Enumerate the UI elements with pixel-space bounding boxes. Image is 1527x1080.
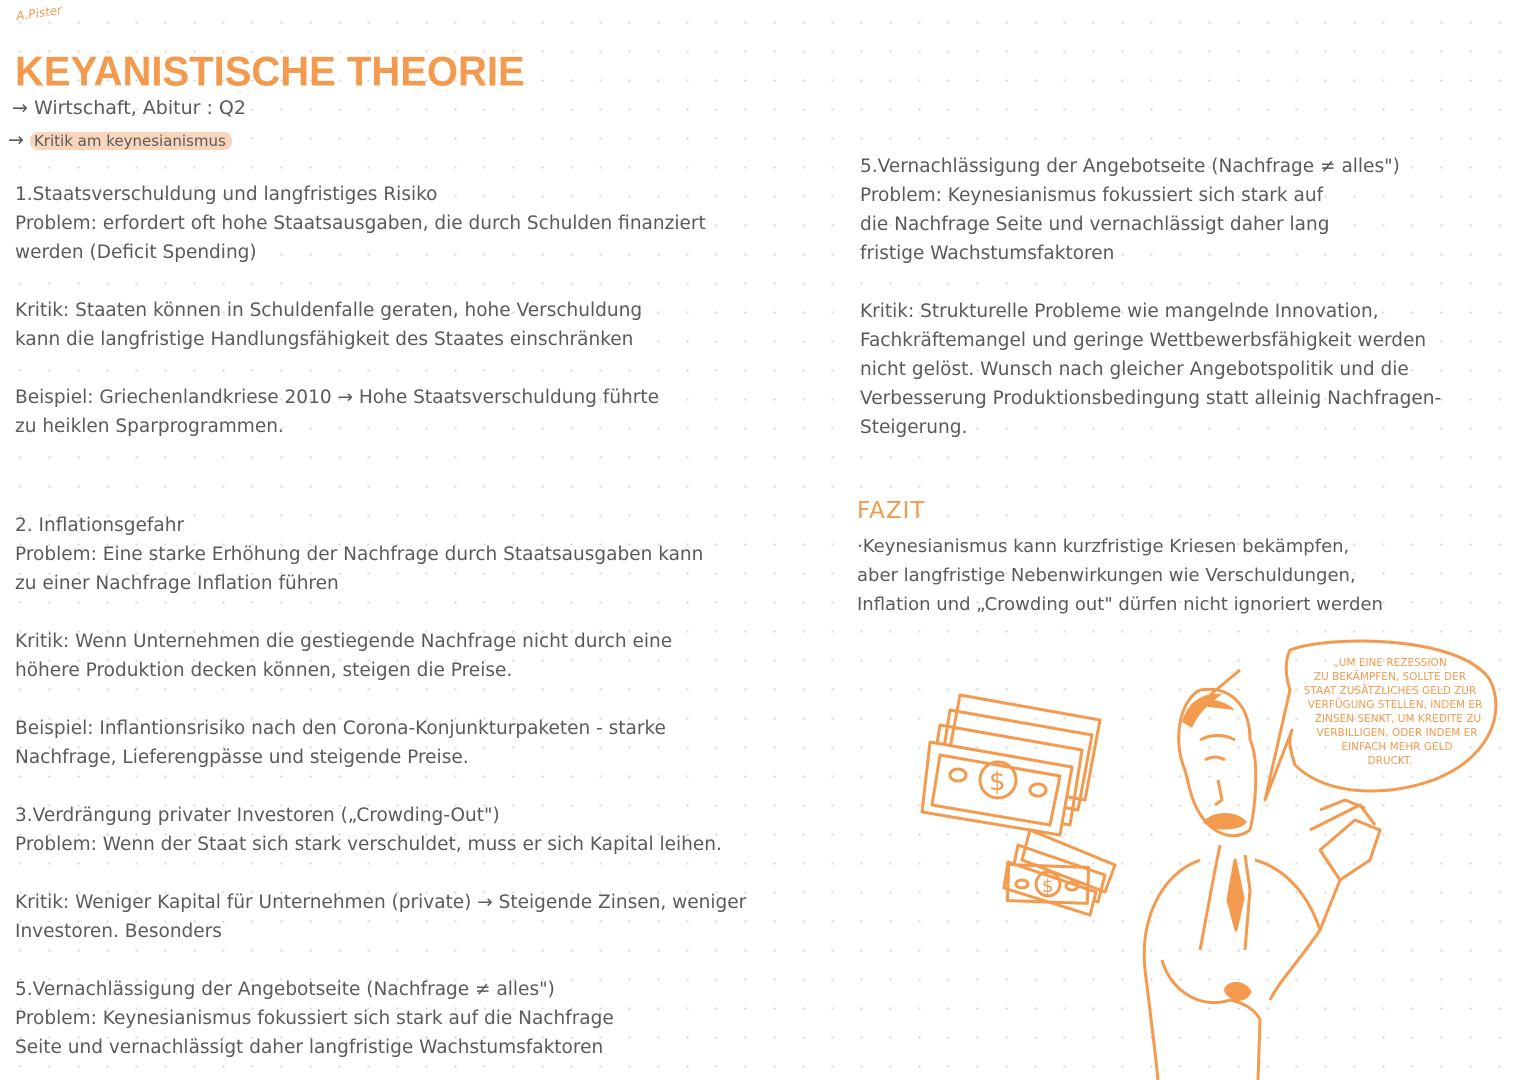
fazit-line: Inflation und „Crowding out" dürfen nicht ignoriert werden: [857, 594, 1383, 615]
problem-line: Problem: erfordert oft hohe Staatsausgaben, die durch Schulden finanziert: [15, 213, 706, 234]
topic-highlight: Kritik am keynesianismus: [30, 132, 232, 150]
problem-line: die Nachfrage Seite und vernachlässigt daher lang: [860, 214, 1330, 235]
kritik-line: nicht gelöst. Wunsch nach gleicher Angebotspolitik und die: [860, 359, 1409, 380]
author-signature: A.Pister: [15, 2, 63, 24]
problem-line: zu einer Nachfrage Inflation führen: [15, 573, 339, 594]
keynes-illustration: [900, 630, 1527, 1080]
quote-line: VERFÜGUNG STELLEN, INDEM ER: [1307, 699, 1483, 711]
beispiel-line: Beispiel: Inflantionsrisiko nach den Corona-Konjunkturpaketen - starke: [15, 718, 666, 739]
page-title: KEYANISTISCHE THEORIE: [15, 48, 525, 96]
quote-line: ZU BEKÄMPFEN, SOLLTE DER: [1313, 671, 1467, 683]
kritik-line: Kritik: Wenn Unternehmen die gestiegende Nachfrage nicht durch eine: [15, 631, 673, 652]
problem-line: Seite und vernachlässigt daher langfristige Wachstumsfaktoren: [15, 1037, 604, 1058]
section-heading: 2. Inflationsgefahr: [15, 515, 185, 536]
subtitle: Wirtschaft, Abitur : Q2: [33, 97, 246, 119]
fazit-heading: FAZIT: [857, 498, 926, 524]
speech-bubble-text: [1304, 657, 1483, 767]
left-column: [15, 180, 835, 1062]
quote-line: STAAT ZUSÄTZLICHES GELD ZUR: [1303, 685, 1477, 697]
money-stack-icon: [922, 695, 1100, 835]
beispiel-line: zu heiklen Sparprogrammen.: [15, 416, 284, 437]
quote-line: VERBILLIGEN, ODER INDEM ER: [1316, 727, 1478, 739]
problem-line: Problem: Keynesianismus fokussiert sich stark auf die Nachfrage: [15, 1008, 614, 1029]
quote-line: EINFACH MEHR GELD: [1341, 741, 1453, 753]
beispiel-line: Beispiel: Griechenlandkriese 2010 → Hohe Staatsverschuldung führte: [15, 387, 660, 408]
problem-line: Problem: Wenn der Staat sich stark verschuldet, muss er sich Kapital leihen.: [15, 834, 722, 855]
quote-line: DRUCKT.: [1367, 755, 1413, 767]
beispiel-line: Nachfrage, Lieferengpässe und steigende Preise.: [15, 747, 469, 768]
svg-text:$: $: [1042, 876, 1054, 897]
quote-line: ZINSEN SENKT, UM KREDITE ZU: [1314, 713, 1482, 725]
kritik-line: höhere Produktion decken können, steigen die Preise.: [15, 660, 513, 681]
quote-line: „UM EINE REZESSION: [1333, 657, 1447, 669]
money-small-icon: [1004, 830, 1115, 915]
problem-line: Problem: Eine starke Erhöhung der Nachfrage durch Staatsausgaben kann: [15, 544, 704, 565]
fazit-line: aber langfristige Nebenwirkungen wie Verschuldungen,: [857, 565, 1356, 586]
arrow-icon: →: [8, 129, 24, 151]
problem-line: fristige Wachstumsfaktoren: [860, 243, 1115, 264]
section-heading: 5.Vernachlässigung der Angebotseite (Nachfrage ≠ alles"): [860, 156, 1400, 177]
problem-line: Problem: Keynesianismus fokussiert sich stark auf: [860, 185, 1324, 206]
svg-text:$: $: [989, 767, 1006, 797]
kritik-line: Steigerung.: [860, 417, 968, 438]
fazit-text: [857, 532, 1522, 619]
kritik-line: Verbesserung Produktionsbedingung statt alleinig Nachfragen-: [860, 388, 1442, 409]
kritik-line: kann die langfristige Handlungsfähigkeit des Staates einschränken: [15, 329, 634, 350]
section-heading: 1.Staatsverschuldung und langfristiges Risiko: [15, 184, 438, 205]
kritik-line: Kritik: Weniger Kapital für Unternehmen (private) → Steigende Zinsen, weniger: [15, 892, 747, 913]
kritik-line: Kritik: Staaten können in Schuldenfalle geraten, hohe Verschuldung: [15, 300, 643, 321]
fazit-line: ·Keynesianismus kann kurzfristige Kriesen bekämpfen,: [857, 536, 1350, 557]
section-heading: 3.Verdrängung privater Investoren („Crowding-Out"): [15, 805, 500, 826]
kritik-line: Investoren. Besonders: [15, 921, 222, 942]
section-heading: 5.Vernachlässigung der Angebotseite (Nachfrage ≠ alles"): [15, 979, 555, 1000]
topic-line: [8, 129, 232, 151]
problem-line: werden (Deficit Spending): [15, 242, 257, 263]
right-column-top: [860, 152, 1520, 442]
kritik-line: Kritik: Strukturelle Probleme wie mangelnde Innovation,: [860, 301, 1379, 322]
kritik-line: Fachkräftemangel und geringe Wettbewerbsfähigkeit werden: [860, 330, 1427, 351]
subtitle-line: [12, 97, 246, 119]
arrow-icon: →: [12, 97, 28, 119]
